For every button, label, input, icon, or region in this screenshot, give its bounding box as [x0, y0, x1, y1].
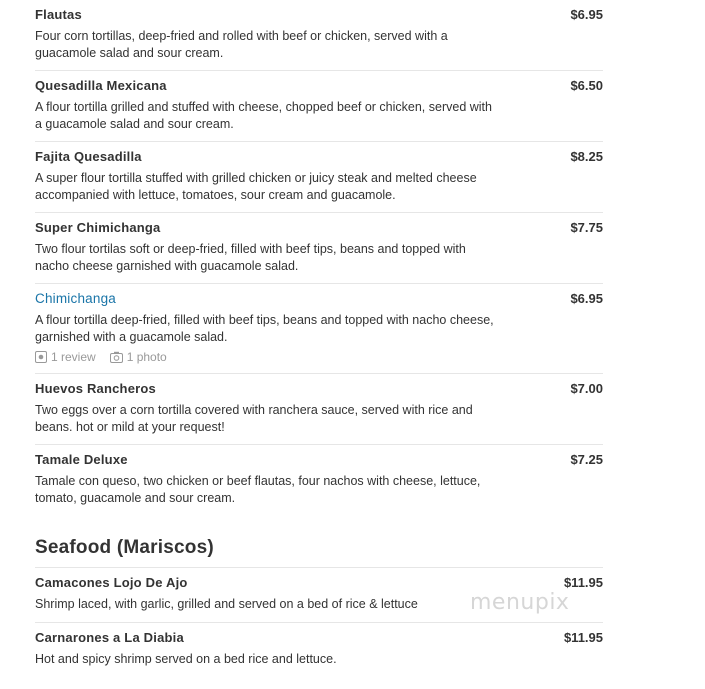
- menu-item-fajita-quesadilla: [35, 142, 603, 213]
- item-price: $11.95: [563, 629, 603, 645]
- item-name: Flautas: [35, 7, 82, 22]
- review-icon: [35, 351, 47, 363]
- item-name: Fajita Quesadilla: [35, 149, 142, 164]
- menu-item-carnarones-a-la-diabia: [35, 623, 603, 677]
- watermark-logo: menupix: [470, 590, 570, 615]
- reviews-count: 1 review: [51, 350, 96, 364]
- menu-item-huevos-rancheros: [35, 374, 603, 445]
- item-description: Four corn tortillas, deep-fried and rolled with beef or chicken, served with a guacamole salad and sour cream.: [35, 29, 448, 60]
- menu-item-quesadilla-mexicana: [35, 71, 603, 142]
- menu-list: [35, 0, 603, 676]
- item-description: Two eggs over a corn tortilla covered with ranchera sauce, served with rice and beans. hot or mild at your request!: [35, 403, 473, 434]
- photos-link[interactable]: [110, 350, 167, 364]
- menu-item-chimichanga: [35, 284, 603, 374]
- item-name: Camacones Lojo De Ajo: [35, 575, 188, 590]
- section-title-seafood: Seafood (Mariscos): [35, 537, 603, 568]
- item-name: Super Chimichanga: [35, 220, 161, 235]
- camera-icon: [110, 351, 123, 363]
- item-price: $6.95: [570, 291, 603, 306]
- item-price: $6.50: [570, 78, 603, 93]
- item-name: Quesadilla Mexicana: [35, 78, 167, 93]
- item-price: $8.25: [570, 149, 603, 164]
- item-price: $7.75: [570, 220, 603, 235]
- item-description: Hot and spicy shrimp served on a bed rice and lettuce.: [35, 651, 337, 666]
- photos-count: 1 photo: [126, 350, 167, 364]
- item-description: Two flour tortilas soft or deep-fried, filled with beef tips, beans and topped with nacho cheese garnished with guacamole salad.: [35, 242, 466, 273]
- item-description: A flour tortilla grilled and stuffed with cheese, chopped beef or chicken, served with a guacamole salad and sour cream.: [35, 100, 492, 131]
- menu-item-flautas: [35, 0, 603, 71]
- item-description: Tamale con queso, two chicken or beef flautas, four nachos with cheese, lettuce, tomato, guacamole and sour cream.: [35, 474, 481, 505]
- item-description: A flour tortilla deep-fried, filled with beef tips, beans and topped with nacho cheese, garnished with a guacamole salad.: [35, 313, 494, 344]
- item-description: A super flour tortilla stuffed with grilled chicken or juicy steak and melted cheese accompanied with lettuce, tomatoes, sour cream and guacamole.: [35, 171, 477, 202]
- item-name: Carnarones a La Diabia: [35, 629, 184, 645]
- reviews-link[interactable]: [35, 350, 96, 364]
- item-name-link[interactable]: Chimichanga: [35, 291, 116, 306]
- item-price: $11.95: [563, 575, 603, 590]
- menu-item-super-chimichanga: [35, 213, 603, 284]
- item-name: Tamale Deluxe: [35, 452, 128, 467]
- item-meta: [35, 350, 603, 364]
- item-price: $7.00: [570, 381, 603, 396]
- item-description: Shrimp laced, with garlic, grilled and served on a bed of rice & lettuce: [35, 597, 418, 611]
- item-name: Huevos Rancheros: [35, 381, 156, 396]
- item-price: $6.95: [570, 7, 603, 22]
- item-price: $7.25: [570, 452, 603, 467]
- menu-item-tamale-deluxe: [35, 445, 603, 515]
